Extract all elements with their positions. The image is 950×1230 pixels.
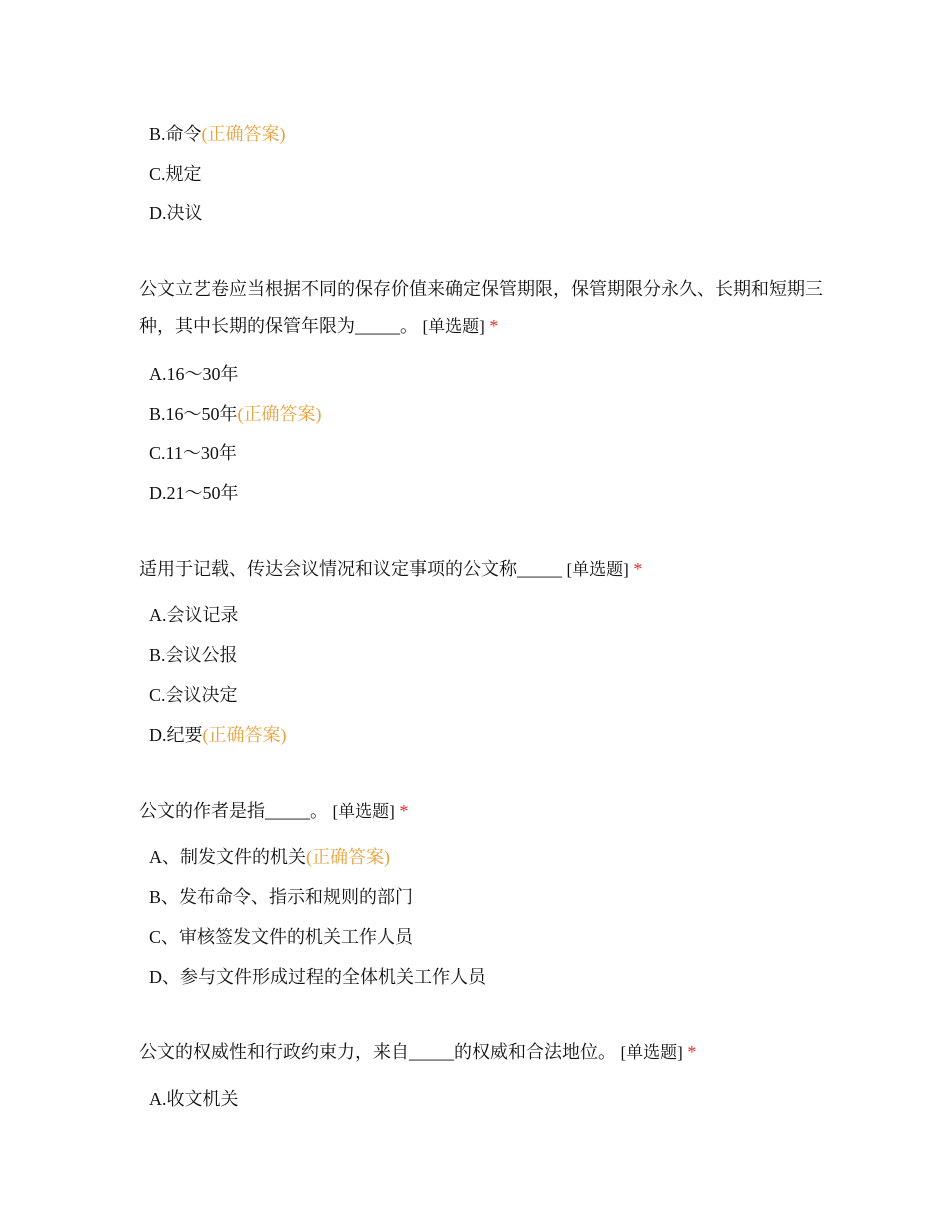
question-3-title — [139, 551, 829, 588]
option-q1-d — [149, 201, 203, 225]
question-type: [单选题] — [620, 1043, 683, 1062]
option-label: A.收文机关 — [149, 1089, 239, 1109]
question-text: 适用于记载、传达会议情况和议定事项的公文称_____ — [139, 559, 562, 579]
option-label: D.21～50年 — [149, 483, 239, 503]
option-q2-a — [149, 362, 239, 386]
option-label: C.规定 — [149, 164, 202, 184]
required-marker: * — [633, 559, 643, 579]
option-q3-b — [149, 643, 238, 667]
option-q1-c — [149, 162, 202, 186]
option-label: B.16～50年 — [149, 404, 238, 424]
option-label: B、发布命令、指示和规则的部门 — [149, 887, 414, 907]
option-label: A、制发文件的机关 — [149, 847, 306, 867]
option-label: C.11～30年 — [149, 443, 237, 463]
option-q2-b — [149, 402, 322, 426]
option-q4-c — [149, 925, 413, 949]
question-type: [单选题] — [566, 560, 629, 579]
option-label: B.会议公报 — [149, 645, 238, 665]
question-5-title — [139, 1034, 829, 1071]
option-label: D、参与文件形成过程的全体机关工作人员 — [149, 967, 486, 987]
required-marker: * — [687, 1042, 697, 1062]
option-q3-c — [149, 683, 238, 707]
correct-answer-marker: (正确答案) — [202, 725, 287, 745]
option-label: A.16～30年 — [149, 364, 239, 384]
option-label: C、审核签发文件的机关工作人员 — [149, 927, 414, 947]
question-text: 公文的权威性和行政约束力，来自_____的权威和合法地位。 — [139, 1042, 616, 1062]
correct-answer-marker: (正确答案) — [306, 847, 390, 867]
option-q4-b — [149, 885, 413, 909]
option-q3-d — [149, 723, 287, 747]
question-type: [单选题] — [422, 317, 485, 336]
option-q4-a — [149, 845, 390, 869]
option-q2-d — [149, 481, 239, 505]
option-q2-c — [149, 441, 237, 465]
option-q1-b — [149, 122, 286, 146]
required-marker: * — [489, 316, 499, 336]
option-label: B.命令 — [149, 124, 202, 144]
required-marker: * — [399, 801, 409, 821]
option-label: C.会议决定 — [149, 685, 238, 705]
correct-answer-marker: (正确答案) — [237, 404, 322, 424]
question-text: 公文的作者是指_____。 — [139, 801, 328, 821]
option-q4-d — [149, 965, 486, 989]
option-label: A.会议记录 — [149, 605, 239, 625]
correct-answer-marker: (正确答案) — [201, 124, 286, 144]
question-type: [单选题] — [332, 802, 395, 821]
option-label: D.纪要 — [149, 725, 203, 745]
option-q3-a — [149, 603, 239, 627]
question-2-title — [139, 271, 829, 345]
option-q5-a — [149, 1087, 239, 1111]
question-text: 公文立艺卷应当根据不同的保存价值来确定保管期限，保管期限分永久、长期和短期三种，其中长期的保管年限为_____。 — [139, 279, 823, 336]
question-4-title — [139, 793, 829, 830]
option-label: D.决议 — [149, 203, 203, 223]
